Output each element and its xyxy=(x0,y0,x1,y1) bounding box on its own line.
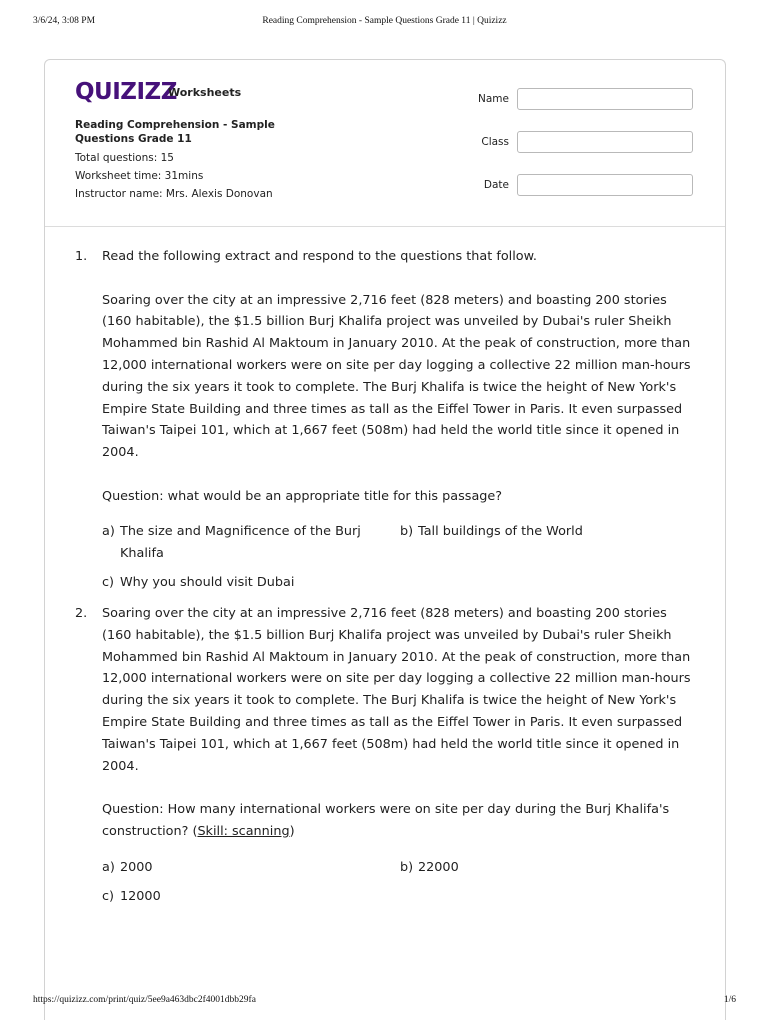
answer-options xyxy=(102,857,697,917)
class-row xyxy=(465,131,695,174)
option-letter: b) xyxy=(400,524,414,540)
question-text-end: ) xyxy=(289,823,295,839)
question-text-start: Question: How many international workers were on site per day during the Burj Khalifa's construction? ( xyxy=(102,802,670,839)
name-field[interactable] xyxy=(517,88,693,110)
date-field[interactable] xyxy=(517,174,693,196)
skill-link[interactable]: Skill: scanning xyxy=(197,823,290,839)
print-header xyxy=(33,16,736,30)
question-number: 2. xyxy=(75,606,88,621)
print-page-title: Reading Comprehension - Sample Questions Grade 11 | Quizizz xyxy=(262,16,507,26)
name-row xyxy=(465,88,695,131)
worksheet xyxy=(44,59,726,1020)
student-fields xyxy=(465,88,695,217)
option-text: The size and Magnificence of the Burj Khalifa xyxy=(120,524,361,562)
answer-options xyxy=(102,521,697,601)
option-letter: a) xyxy=(102,859,115,875)
option-text: Why you should visit Dubai xyxy=(120,575,295,591)
worksheet-header xyxy=(45,60,725,227)
option-letter: c) xyxy=(102,575,115,591)
question-text xyxy=(102,799,697,843)
logo-wordmark: QUIZIZZ xyxy=(75,79,177,105)
option-letter: a) xyxy=(102,524,115,540)
class-label: Class xyxy=(481,136,509,148)
question-number: 1. xyxy=(75,249,88,264)
question-passage: Soaring over the city at an impressive 2,716 feet (828 meters) and boasting 200 stories (160 habitable), the $1.5 billion Burj Khalifa project was unveiled by Dubai's ruler Sheikh Mohammed bin Rashid Al Maktoum in January 2010. At the peak of construction, more than 12,000 international workers were on site per day logging a collective 22 million man-hours during the six years it took to complete. The Burj Khalifa is twice the height of New York's Empire State Building and three times as tall as the Eiffel Tower in Paris. It even surpassed Taiwan's Taipei 101, which at 1,667 feet (508m) had held the world title since it opened in 2004. xyxy=(102,606,691,774)
print-url[interactable]: https://quizizz.com/print/quiz/5ee9a463dbc2f4001dbb29fa xyxy=(33,995,256,1005)
option-c xyxy=(102,572,372,594)
question-passage: Soaring over the city at an impressive 2,716 feet (828 meters) and boasting 200 stories (160 habitable), the $1.5 billion Burj Khalifa project was unveiled by Dubai's ruler Sheikh Mohammed bin Rashid Al Maktoum in January 2010. At the peak of construction, more than 12,000 international workers were on site per day logging a collective 22 million man-hours during the six years it took to complete. The Burj Khalifa is twice the height of New York's Empire State Building and three times as tall as the Eiffel Tower in Paris. It even surpassed Taiwan's Taipei 101, which at 1,667 feet (508m) had held the world title since it opened in 2004. xyxy=(102,292,691,461)
option-letter: c) xyxy=(102,888,115,904)
option-text: Tall buildings of the World xyxy=(418,524,583,540)
name-label: Name xyxy=(478,93,509,105)
logo-subtitle: Worksheets xyxy=(168,86,242,99)
total-questions: Total questions: 15 xyxy=(75,152,174,164)
question-intro: Read the following extract and respond to the questions that follow. xyxy=(102,249,537,264)
option-b xyxy=(400,521,670,543)
option-text: 2000 xyxy=(120,859,153,875)
option-text: 12000 xyxy=(120,888,161,904)
question-2 xyxy=(75,603,697,917)
option-text: 22000 xyxy=(418,859,459,875)
date-label: Date xyxy=(483,179,509,191)
print-footer xyxy=(33,995,736,1009)
print-datetime: 3/6/24, 3:08 PM xyxy=(33,16,96,26)
worksheet-info xyxy=(75,118,335,203)
option-a xyxy=(102,857,372,879)
option-b xyxy=(400,857,670,879)
class-field[interactable] xyxy=(517,131,693,153)
question-text: Question: what would be an appropriate title for this passage? xyxy=(102,488,503,504)
worksheet-title: Reading Comprehension - Sample Questions Grade 11 xyxy=(75,119,275,145)
option-c xyxy=(102,886,372,908)
worksheet-time: Worksheet time: 31mins xyxy=(75,170,204,182)
option-letter: b) xyxy=(400,859,414,875)
print-page-indicator: 1/6 xyxy=(723,995,736,1005)
option-a xyxy=(102,521,372,565)
question-1 xyxy=(75,246,697,601)
date-row xyxy=(465,174,695,217)
instructor-name: Instructor name: Mrs. Alexis Donovan xyxy=(75,188,273,200)
